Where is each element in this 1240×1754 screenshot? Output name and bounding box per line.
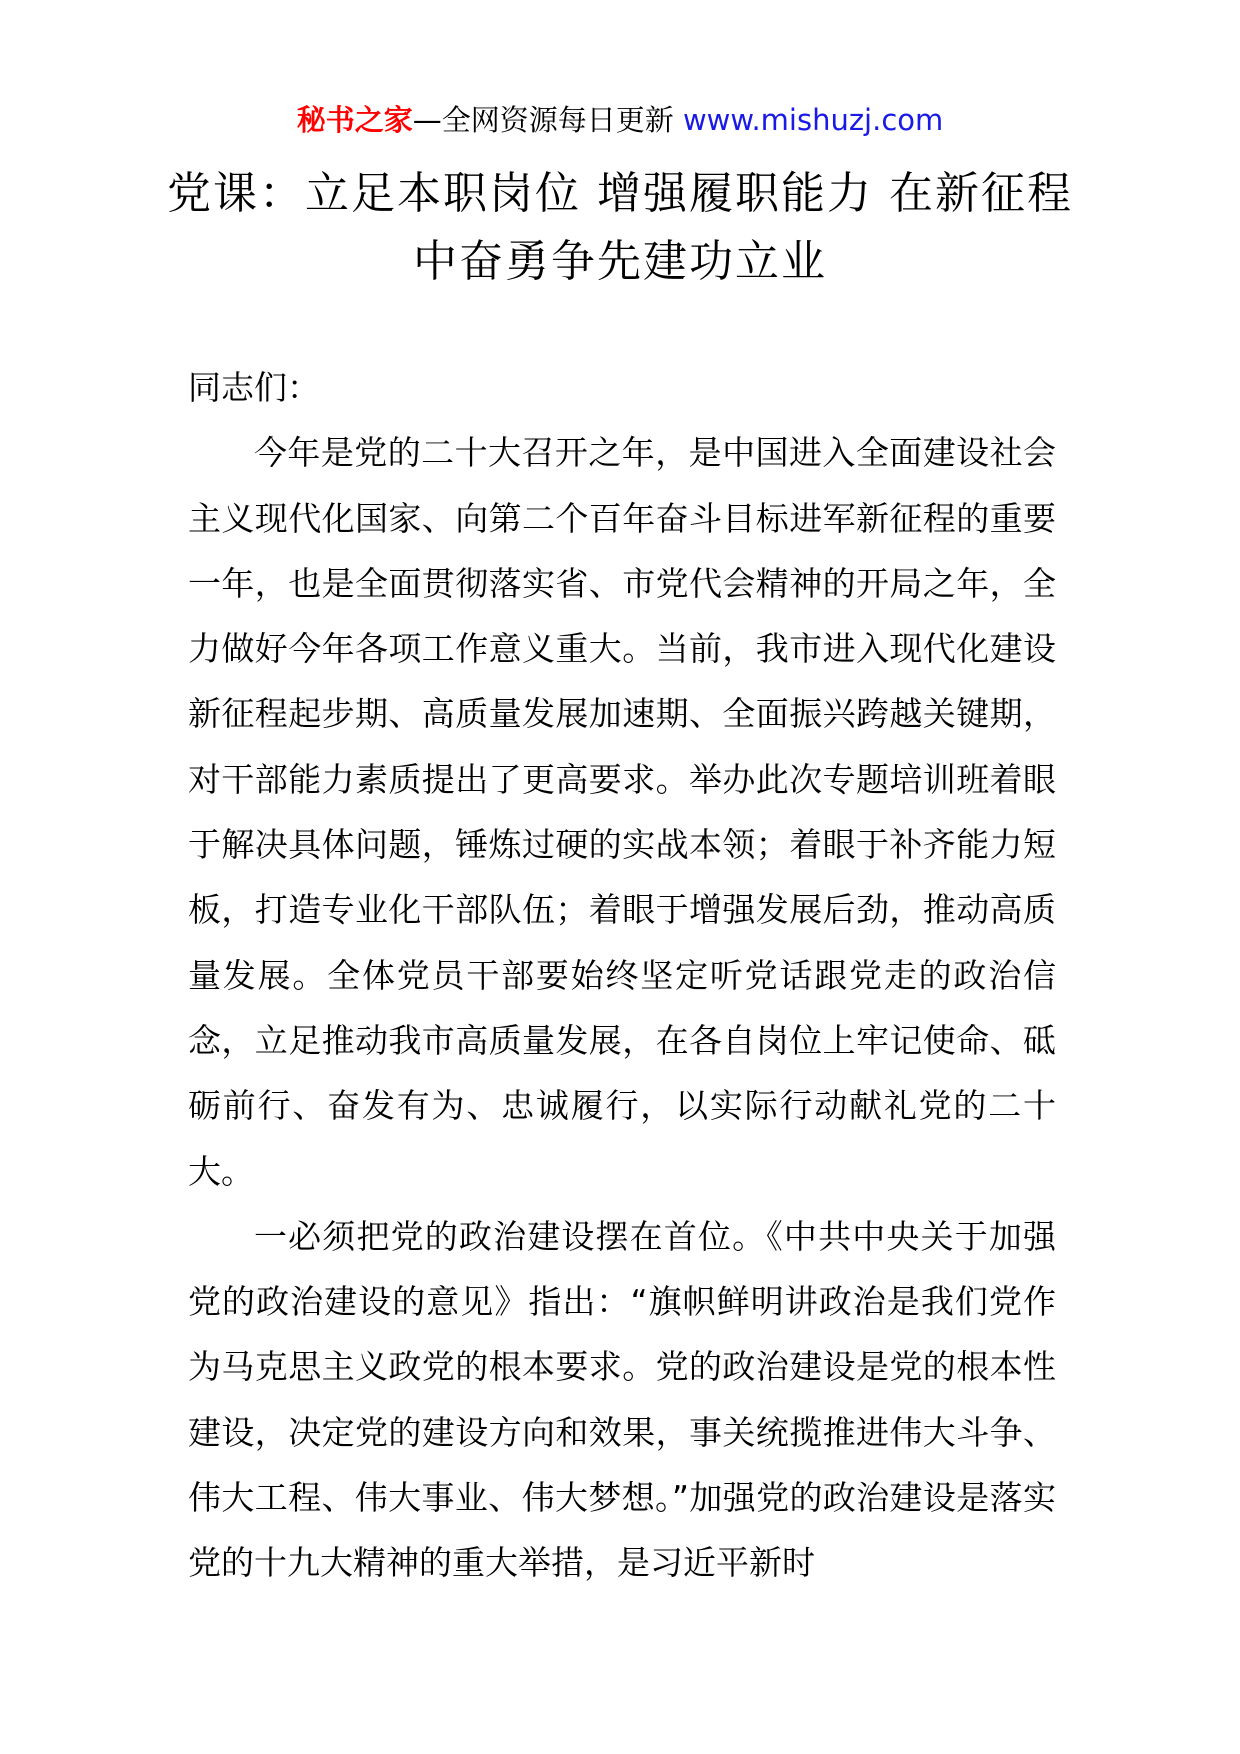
- document-body: [188, 355, 1056, 1596]
- document-title: 党课：立足本职岗位 增强履职能力 在新征程中奋勇争先建功立业: [167, 168, 1073, 287]
- site-brand: 秘书之家: [296, 103, 413, 137]
- site-url-link[interactable]: www.mishuzj.com: [682, 103, 944, 137]
- body-paragraph: 一必须把党的政治建设摆在首位。《中共中央关于加强党的政治建设的意见》指出：“旗帜鲜明讲政治是我们党作为马克思主义政党的根本要求。党的政治建设是党的根本性建设，决定党的建设方向和效果，事关统揽推进伟大斗争、伟大工程、伟大事业、伟大梦想。”加强党的政治建设是落实党的十九大精神的重大举措，是习近平新时: [188, 1216, 1056, 1583]
- site-tagline: —全网资源每日更新: [412, 103, 683, 137]
- body-paragraph: 今年是党的二十大召开之年，是中国进入全面建设社会主义现代化国家、向第二个百年奋斗目标进军新征程的重要一年，也是全面贯彻落实省、市党代会精神的开局之年，全力做好今年各项工作意义重大。当前，我市进入现代化建设新征程起步期、高质量发展加速期、全面振兴跨越关键期，对干部能力素质提出了更高要求。举办此次专题培训班着眼于解决具体问题，锤炼过硬的实战本领；着眼于补齐能力短板，打造专业化干部队伍；着眼于增强发展后劲，推动高质量发展。全体党员干部要始终坚定听党话跟党走的政治信念，立足推动我市高质量发展，在各自岗位上牢记使命、砥砺前行、奋发有为、忠诚履行，以实际行动献礼党的二十大。: [188, 433, 1056, 1191]
- site-header: [0, 100, 1240, 140]
- salutation: 同志们：: [188, 368, 320, 407]
